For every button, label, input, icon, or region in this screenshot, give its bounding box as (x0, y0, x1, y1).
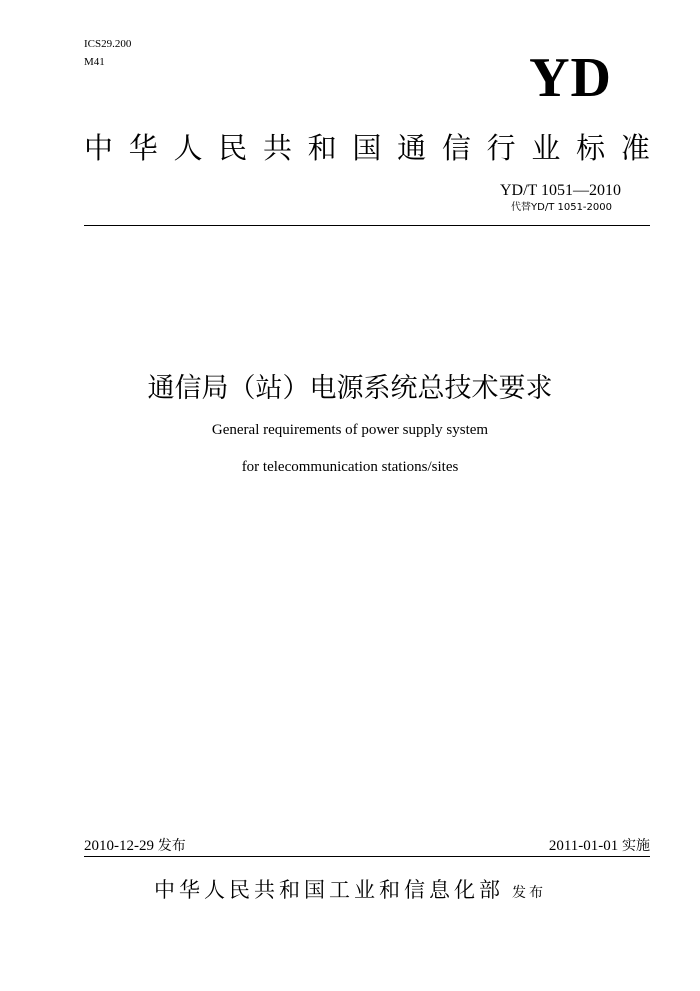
standard-type-char: 行 (486, 131, 516, 165)
standard-type-char: 人 (173, 131, 203, 165)
publisher-name: 中华人民共和国工业和信息化部 (154, 878, 504, 902)
publisher-label: 发布 (512, 885, 546, 901)
implementation-label: 实施 (622, 838, 650, 854)
issue-date: 2010-12-29 (84, 838, 154, 854)
english-title-line-2: for telecommunication stations/sites (241, 459, 459, 475)
standard-type-char: 准 (620, 131, 650, 165)
standard-type-char: 国 (352, 131, 382, 165)
english-title-line-1: General requirements of power supply system (211, 422, 489, 438)
standard-type-char: 业 (531, 131, 561, 165)
standard-type-char: 民 (218, 131, 248, 165)
yd-logo: YD (529, 47, 612, 109)
standard-type-char: 信 (441, 131, 471, 165)
standard-type-char: 中 (84, 131, 114, 165)
publisher-line (0, 875, 700, 908)
implementation-date: 2011-01-01 (548, 838, 619, 854)
issue-label: 发布 (157, 838, 186, 854)
standard-number: YD/T 1051—2010 (499, 182, 621, 199)
standard-type-char: 通 (397, 131, 427, 165)
standard-type-char: 和 (307, 131, 337, 165)
chinese-title: 通信局（站）电源系统总技术要求 (147, 373, 553, 404)
ccs-code: M41 (84, 56, 105, 68)
standard-type-char: 标 (576, 131, 606, 165)
replaces-standard: 代替YD/T 1051-2000 (511, 202, 612, 213)
bottom-divider (84, 856, 650, 857)
ics-code: ICS29.200 (84, 38, 132, 50)
issue-date-block (84, 837, 186, 855)
top-divider (84, 225, 650, 226)
standard-type-heading (84, 130, 650, 166)
standard-type-char: 共 (262, 131, 292, 165)
standard-type-char: 华 (128, 131, 158, 165)
implementation-date-block (549, 837, 650, 855)
